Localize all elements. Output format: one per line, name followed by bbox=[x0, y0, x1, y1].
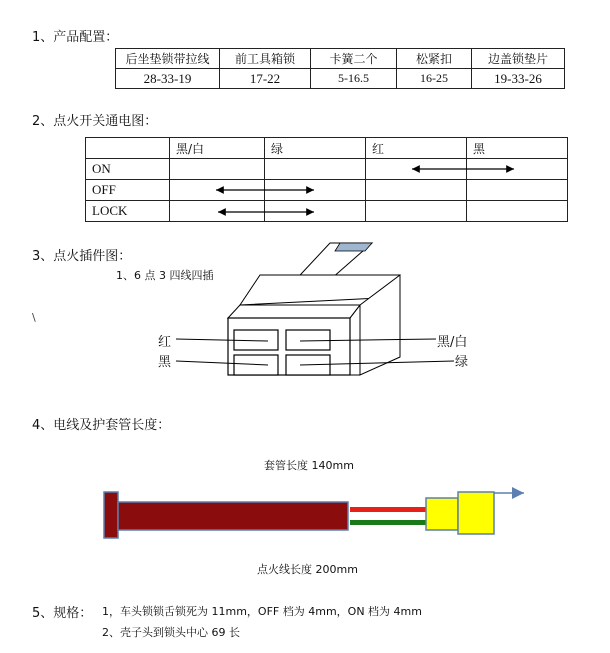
section-4-title: 4、电线及护套管长度： bbox=[32, 418, 171, 433]
value-cell: 17-22 bbox=[220, 69, 311, 89]
row-label-lock: LOCK bbox=[86, 201, 170, 222]
wire-end-cap bbox=[104, 492, 118, 538]
wire-diagram bbox=[0, 480, 610, 550]
section-5-title: 5、规格： bbox=[32, 606, 93, 621]
label-red: 红 bbox=[158, 335, 172, 350]
spec-line-2: 2、壳子头到锁头中心 69 长 bbox=[102, 626, 240, 639]
connector-large bbox=[458, 492, 494, 534]
connector-small bbox=[426, 498, 458, 530]
sleeve-length-label: 套管长度 140mm bbox=[264, 459, 354, 472]
row-label-on: ON bbox=[86, 159, 170, 180]
plug-diagram bbox=[0, 235, 610, 385]
red-wire bbox=[350, 507, 426, 512]
spec-line-1: 1，车头锁锁舌锁死为 11mm，OFF 档为 4mm，ON 档为 4mm bbox=[102, 605, 422, 618]
header-cell: 卡簧二个 bbox=[311, 49, 397, 69]
section-2-title: 2、点火开关通电图： bbox=[32, 114, 158, 129]
sleeve-tube bbox=[118, 502, 348, 530]
wire-length-label: 点火线长度 200mm bbox=[257, 563, 358, 576]
connection-arrows bbox=[0, 0, 610, 240]
label-black: 黑 bbox=[158, 355, 172, 370]
header-cell: 绿 bbox=[265, 138, 366, 159]
value-cell: 28-33-19 bbox=[116, 69, 220, 89]
header-cell: 黑/白 bbox=[170, 138, 265, 159]
section-3-title: 3、点火插件图： bbox=[32, 249, 132, 264]
header-cell: 红 bbox=[366, 138, 467, 159]
stray-mark: \ bbox=[32, 311, 36, 324]
slot-top-right bbox=[286, 330, 330, 350]
header-cell: 前工具箱锁 bbox=[220, 49, 311, 69]
header-cell: 松紧扣 bbox=[397, 49, 472, 69]
header-cell: 边盖锁垫片 bbox=[472, 49, 565, 69]
value-cell: 5-16.5 bbox=[311, 69, 397, 89]
row-label-off: OFF bbox=[86, 180, 170, 201]
green-wire bbox=[350, 520, 426, 525]
slot-bottom-left bbox=[234, 355, 278, 375]
section-1-title: 1、产品配置： bbox=[32, 30, 119, 45]
header-cell: 后坐垫锁带拉线 bbox=[116, 49, 220, 69]
value-cell: 16-25 bbox=[397, 69, 472, 89]
value-cell: 19-33-26 bbox=[472, 69, 565, 89]
label-green: 绿 bbox=[455, 355, 469, 370]
header-cell: 黑 bbox=[467, 138, 568, 159]
plug-subtitle: 1、6 点 3 四线四插 bbox=[116, 269, 214, 282]
label-black-white: 黑/白 bbox=[437, 335, 468, 350]
